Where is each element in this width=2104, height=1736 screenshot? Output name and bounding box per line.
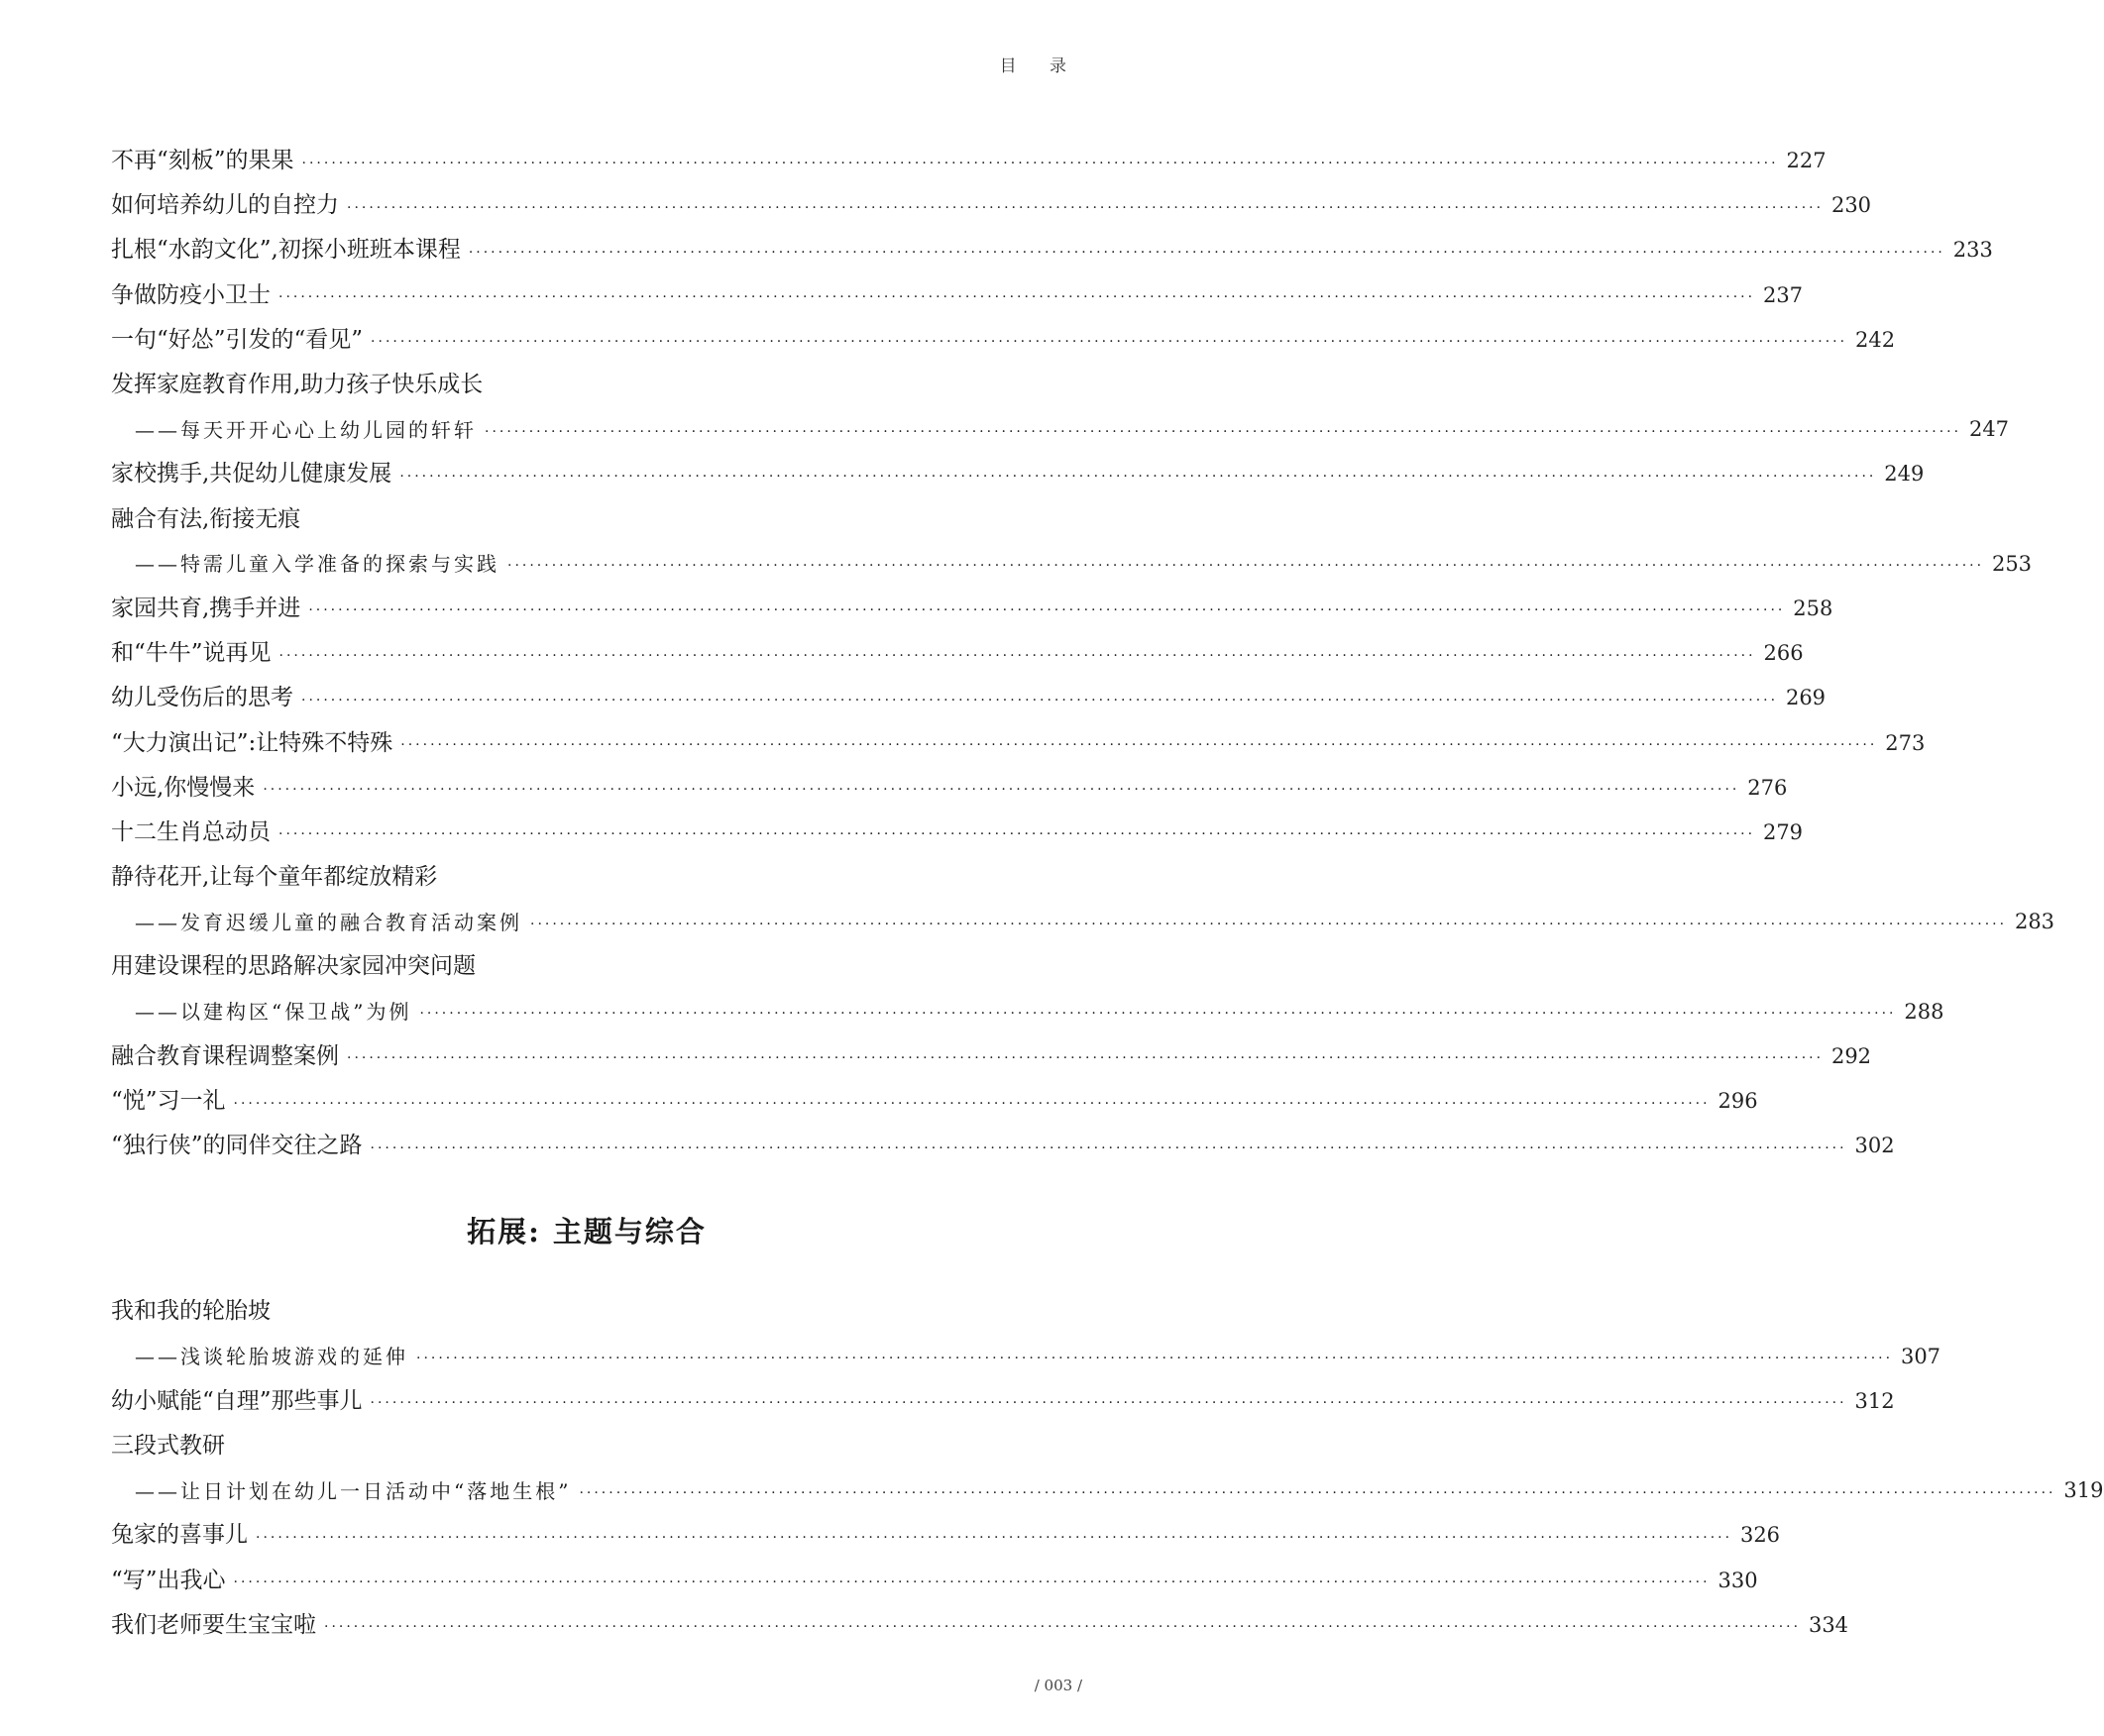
toc-page-number: 253: [1991, 551, 2033, 576]
toc-entry-row: [111, 228, 1993, 272]
toc-page-number: 283: [2014, 910, 2055, 934]
toc-page-number: 273: [1885, 730, 1926, 755]
toc-subtitle: ——以建构区“保卫战”为例: [135, 1000, 412, 1025]
toc-entry-row: [111, 183, 1872, 228]
toc-page-number: 242: [1855, 327, 1896, 352]
toc-page-number: 330: [1717, 1568, 1758, 1592]
toc-subtitle: ——浅谈轮胎坡游戏的延伸: [135, 1345, 408, 1369]
toc-subtitle: ——特需儿童入学准备的探索与实践: [135, 552, 499, 577]
toc-entry-row: [111, 811, 1804, 855]
toc-entry-title: 小远,你慢慢来: [111, 774, 256, 801]
dot-leader: ········································································································································································································: [400, 737, 1878, 754]
toc-subtitle-row: [111, 407, 2010, 452]
toc-subtitle-row: [111, 900, 2055, 944]
toc-page-number: 276: [1747, 775, 1788, 800]
toc-entry-row: [111, 273, 1804, 318]
toc-entry-title: 静待花开,让每个童年都绽放精彩: [111, 864, 438, 891]
toc-entry-row: [111, 1424, 1082, 1468]
toc-entry-title: 兔家的喜事儿: [111, 1522, 248, 1549]
toc-entry-row: [111, 676, 1827, 720]
toc-subtitle: ——发育迟缓儿童的融合教育活动案例: [135, 910, 522, 934]
toc-entry-title: “大力演出记”:让特殊不特殊: [111, 729, 393, 756]
toc-entry-title: 融合教育课程调整案例: [111, 1042, 339, 1069]
toc-subtitle-row: [111, 990, 1944, 1034]
toc-page-number: 319: [2063, 1478, 2104, 1503]
toc-entry-title: 家园共育,携手并进: [111, 595, 301, 621]
toc-entry-row: [111, 1379, 1895, 1424]
toc-page-number: 237: [1762, 282, 1804, 307]
toc-entry-row: [111, 720, 1926, 765]
toc-entry-title: 扎根“水韵文化”,初探小班班本课程: [111, 237, 461, 264]
toc-page-number: 233: [1952, 238, 1993, 263]
toc-entry-title: 三段式教研: [111, 1432, 225, 1459]
toc-entry-title: 不再“刻板”的果果: [111, 148, 294, 174]
toc-entry-title: 幼小赋能“自理”那些事儿: [111, 1387, 363, 1414]
dot-leader: ········································································································································································································: [419, 1006, 1897, 1023]
toc-entry-title: 如何培养幼儿的自控力: [111, 192, 339, 219]
dot-leader: ········································································································································································································: [278, 289, 1756, 306]
toc-page-number: 307: [1900, 1344, 1941, 1368]
toc-page-number: 312: [1854, 1388, 1895, 1413]
toc-entry-row: [111, 1079, 1758, 1124]
dot-leader: ········································································································································································································: [301, 155, 1779, 171]
dot-leader: ········································································································································································································: [347, 199, 1825, 216]
toc-subtitle: ——让日计划在幼儿一日活动中“落地生根”: [135, 1478, 572, 1503]
toc-entry-title: 融合有法,衔接无痕: [111, 505, 301, 532]
dot-leader: ········································································································································································································: [263, 782, 1740, 799]
toc-page-number: 258: [1793, 596, 1833, 620]
toc-page-number: 230: [1830, 193, 1872, 218]
dot-leader: ········································································································································································································: [278, 647, 1756, 664]
dot-leader: ········································································································································································································: [530, 916, 2008, 932]
dot-leader: ········································································································································································································: [485, 423, 1962, 440]
dot-leader: ········································································································································································································: [347, 1050, 1825, 1067]
toc-subtitle-row: [111, 542, 2033, 587]
dot-leader: ········································································································································································································: [233, 1095, 1711, 1112]
toc-subtitle-row: [111, 1335, 1941, 1379]
toc-page-number: 334: [1808, 1612, 1849, 1637]
toc-page-number: 296: [1717, 1089, 1758, 1114]
toc-entry-title: “写”出我心: [111, 1567, 226, 1593]
toc-subtitle-row: [111, 1468, 2104, 1513]
toc-list-part-2: [111, 1289, 2104, 1648]
table-of-contents: [111, 139, 2104, 1648]
toc-entry-title: 一句“好怂”引发的“看见”: [111, 326, 364, 353]
toc-entry-title: “悦”习一礼: [111, 1088, 226, 1115]
toc-page-number: 249: [1884, 462, 1925, 487]
toc-entry-row: [111, 1034, 1872, 1079]
dot-leader: ········································································································································································································: [324, 1619, 1802, 1636]
dot-leader: ········································································································································································································: [507, 558, 1985, 575]
dot-leader: ········································································································································································································: [256, 1529, 1733, 1546]
toc-entry-row: [111, 1513, 1781, 1558]
toc-entry-row: [111, 318, 1896, 363]
dot-leader: ········································································································································································································: [233, 1574, 1711, 1591]
toc-entry-title: 幼儿受伤后的思考: [111, 685, 293, 711]
dot-leader: ········································································································································································································: [399, 468, 1877, 485]
toc-entry-row: [111, 855, 1082, 900]
section-heading: 拓展: 主题与综合: [467, 1214, 707, 1248]
toc-entry-title: “独行侠”的同伴交往之路: [111, 1133, 363, 1159]
toc-page-number: 279: [1762, 819, 1804, 844]
dot-leader: ········································································································································································································: [416, 1351, 1894, 1367]
toc-entry-title: 发挥家庭教育作用,助力孩子快乐成长: [111, 372, 484, 398]
dot-leader: ········································································································································································································: [371, 334, 1848, 351]
toc-entry-row: [111, 1124, 1895, 1168]
dot-leader: ········································································································································································································: [308, 602, 1786, 619]
dot-leader: ········································································································································································································: [301, 692, 1779, 708]
dot-leader: ········································································································································································································: [468, 244, 1945, 261]
toc-page-number: 247: [1968, 417, 2010, 442]
toc-entry-title: 我和我的轮胎坡: [111, 1298, 271, 1325]
toc-entry-row: [111, 139, 1827, 183]
toc-page-number: 269: [1785, 686, 1827, 710]
toc-page-number: 302: [1854, 1134, 1895, 1158]
toc-page-number: 292: [1830, 1043, 1872, 1068]
toc-entry-row: [111, 1289, 1082, 1334]
toc-page-number: 266: [1763, 641, 1804, 666]
dot-leader: ········································································································································································································: [370, 1139, 1847, 1156]
toc-entry-title: 十二生肖总动员: [111, 818, 271, 845]
dot-leader: ········································································································································································································: [370, 1395, 1847, 1412]
toc-entry-row: [111, 631, 1804, 676]
toc-entry-title: 争做防疫小卫士: [111, 281, 271, 308]
toc-entry-title: 用建设课程的思路解决家园冲突问题: [111, 953, 476, 980]
toc-entry-row: [111, 452, 1925, 496]
toc-page-number: 288: [1904, 999, 1944, 1024]
toc-entry-row: [111, 944, 1082, 989]
toc-entry-title: 家校携手,共促幼儿健康发展: [111, 461, 392, 488]
toc-list-part-1: [111, 139, 2055, 1168]
toc-page-number: 227: [1786, 149, 1827, 173]
toc-entry-row: [111, 497, 1082, 542]
toc-subtitle: ——每天开开心心上幼儿园的轩轩: [135, 417, 477, 442]
toc-entry-row: [111, 363, 1082, 407]
toc-entry-title: 和“牛牛”说再见: [111, 640, 272, 667]
running-header: 目 录: [999, 56, 1080, 76]
toc-page-number: 326: [1739, 1523, 1781, 1548]
toc-entry-title: 我们老师要生宝宝啦: [111, 1611, 316, 1638]
dot-leader: ········································································································································································································: [278, 826, 1756, 843]
toc-entry-row: [111, 1603, 1849, 1648]
dot-leader: ········································································································································································································: [579, 1484, 2056, 1501]
toc-entry-row: [111, 587, 1833, 631]
toc-entry-row: [111, 766, 1788, 811]
page-number: / 003 /: [1034, 1677, 1082, 1694]
toc-entry-row: [111, 1558, 1758, 1602]
